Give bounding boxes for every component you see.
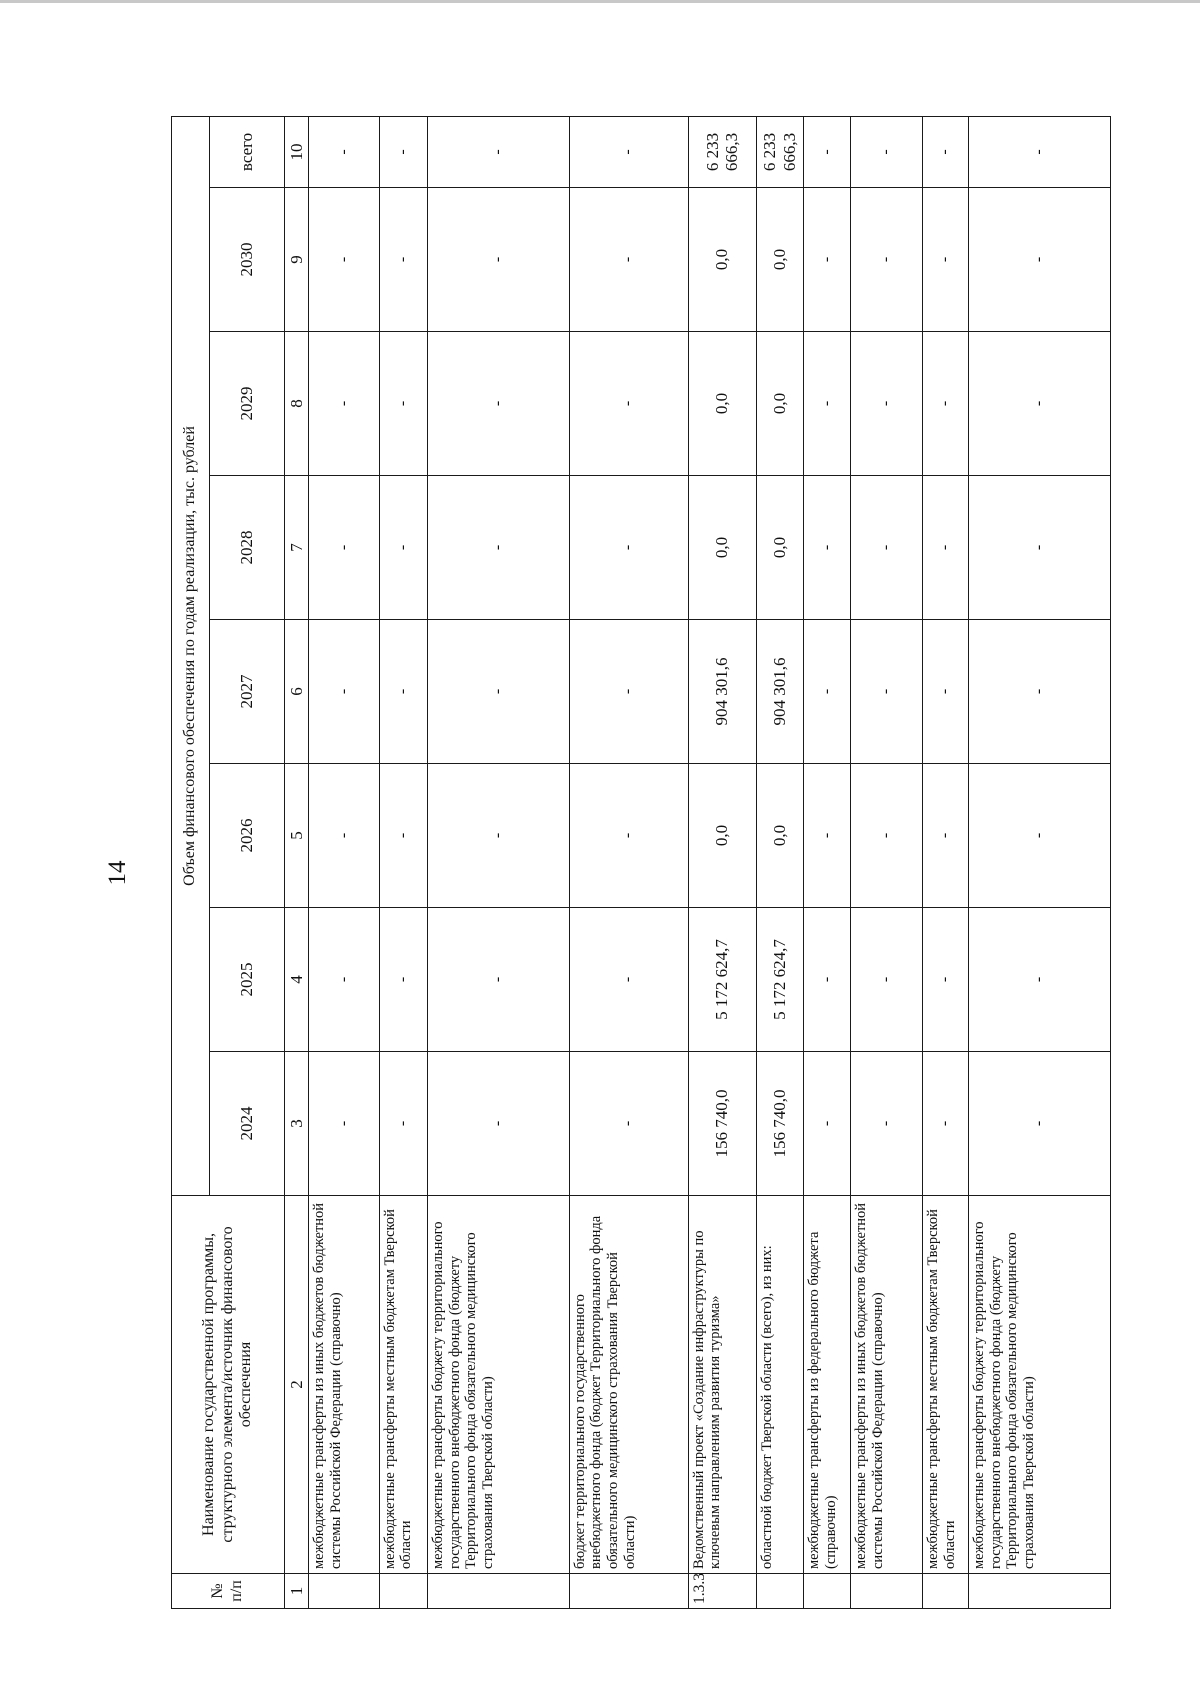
row-value: - (569, 476, 688, 620)
row-value: - (569, 620, 688, 764)
row-name: Ведомственный проект «Создание инфраструктуры по ключевым направлениям развития туризма» (688, 1196, 756, 1574)
row-value: - (851, 476, 922, 620)
row-value: 0,0 (688, 332, 756, 476)
row-value: - (922, 116, 968, 187)
row-value: 0,0 (756, 332, 803, 476)
row-value: - (379, 188, 427, 332)
row-value: - (309, 188, 379, 332)
row-value: 156 740,0 (756, 1052, 803, 1196)
row-value: - (804, 476, 851, 620)
row-value: - (379, 476, 427, 620)
row-value: - (851, 332, 922, 476)
header-year: 2030 (210, 188, 284, 332)
row-value: 0,0 (756, 476, 803, 620)
row-name: межбюджетные трансферты бюджету территориального государственного внебюджетного фонда (бюджету Территориального фонда обязательного медицинского страхования Тверской области) (428, 1196, 570, 1574)
header-group: Объем финансового обеспечения по годам реализации, тыс. рублей (172, 116, 210, 1195)
row-value: - (309, 1052, 379, 1196)
row-value: - (428, 1052, 570, 1196)
index-cell: 10 (284, 116, 309, 187)
table-row (851, 116, 922, 1608)
row-value: - (851, 188, 922, 332)
row-name: межбюджетные трансферты местным бюджетам Тверской области (922, 1196, 968, 1574)
row-number (379, 1574, 427, 1609)
row-value: - (804, 116, 851, 187)
index-cell: 9 (284, 188, 309, 332)
row-value: - (428, 764, 570, 908)
index-row (284, 116, 309, 1608)
row-value: - (969, 764, 1111, 908)
row-value: - (569, 764, 688, 908)
row-value: - (428, 908, 570, 1052)
row-name: бюджет территориального государственного внебюджетного фонда (бюджет Территориального фонда обязательного медицинского страхования Тверской области) (569, 1196, 688, 1574)
row-value: - (428, 332, 570, 476)
header-num: № п/п (172, 1574, 285, 1609)
row-value: - (804, 332, 851, 476)
table-row (688, 116, 756, 1608)
row-value: 904 301,6 (756, 620, 803, 764)
row-number (569, 1574, 688, 1609)
row-value: - (379, 332, 427, 476)
row-number (309, 1574, 379, 1609)
row-name: межбюджетные трансферты из иных бюджетов бюджетной системы Российской Федерации (справочно) (309, 1196, 379, 1574)
row-value: - (851, 908, 922, 1052)
row-value: 5 172 624,7 (688, 908, 756, 1052)
row-number (804, 1574, 851, 1609)
table-row (428, 116, 570, 1608)
row-value: - (851, 116, 922, 187)
row-value: - (569, 1052, 688, 1196)
row-value: - (569, 332, 688, 476)
row-value: - (969, 1052, 1111, 1196)
row-value: 6 233 666,3 (756, 116, 803, 187)
header-year-total: всего (210, 116, 284, 187)
row-value: - (851, 620, 922, 764)
row-number: 1.3.3 (688, 1574, 756, 1609)
index-cell: 2 (284, 1196, 309, 1574)
index-cell: 4 (284, 908, 309, 1052)
header-year: 2027 (210, 620, 284, 764)
table-row (922, 116, 968, 1608)
row-value: - (379, 1052, 427, 1196)
row-value: - (922, 620, 968, 764)
row-number (756, 1574, 803, 1609)
row-value: - (804, 620, 851, 764)
row-value: - (309, 908, 379, 1052)
row-value: - (379, 620, 427, 764)
row-value: 5 172 624,7 (756, 908, 803, 1052)
row-value: - (922, 332, 968, 476)
row-value: - (804, 188, 851, 332)
row-value: 0,0 (756, 764, 803, 908)
row-value: - (309, 116, 379, 187)
row-value: - (569, 908, 688, 1052)
table-row (569, 116, 688, 1608)
row-value: - (969, 116, 1111, 187)
row-number (922, 1574, 968, 1609)
row-name: межбюджетные трансферты из иных бюджетов бюджетной системы Российской Федерации (справочно) (851, 1196, 922, 1574)
row-value: - (569, 116, 688, 187)
row-value: - (309, 764, 379, 908)
header-year: 2029 (210, 332, 284, 476)
row-value: - (922, 908, 968, 1052)
row-value: - (922, 764, 968, 908)
scan-edge (0, 0, 1200, 3)
row-value: - (804, 908, 851, 1052)
row-value: 156 740,0 (688, 1052, 756, 1196)
row-value: - (851, 764, 922, 908)
header-name: Наименование государственной программы, структурного элемента/источник финансового обеспечения (172, 1196, 285, 1574)
row-value: 0,0 (756, 188, 803, 332)
table-row (309, 116, 379, 1608)
row-value: - (309, 332, 379, 476)
row-value: - (428, 476, 570, 620)
row-number (851, 1574, 922, 1609)
index-cell: 1 (284, 1574, 309, 1609)
row-value: - (379, 908, 427, 1052)
index-cell: 8 (284, 332, 309, 476)
row-value: - (804, 1052, 851, 1196)
row-value: - (804, 764, 851, 908)
table-row (804, 116, 851, 1608)
row-value: - (309, 476, 379, 620)
row-value: - (922, 188, 968, 332)
row-value: - (922, 1052, 968, 1196)
row-value: - (969, 188, 1111, 332)
table-wrapper (171, 117, 1111, 1609)
row-value: 0,0 (688, 188, 756, 332)
row-value: - (569, 188, 688, 332)
table-row (379, 116, 427, 1608)
index-cell: 3 (284, 1052, 309, 1196)
row-value: - (428, 620, 570, 764)
row-value: 0,0 (688, 764, 756, 908)
row-name: областной бюджет Тверской области (всего), из них: (756, 1196, 803, 1574)
row-value: 6 233 666,3 (688, 116, 756, 187)
row-number (428, 1574, 570, 1609)
row-name: межбюджетные трансферты из федерального бюджета (справочно) (804, 1196, 851, 1574)
row-value: - (428, 116, 570, 187)
header-year: 2025 (210, 908, 284, 1052)
header-year: 2024 (210, 1052, 284, 1196)
row-value: - (309, 620, 379, 764)
row-value: - (969, 908, 1111, 1052)
row-name: межбюджетные трансферты местным бюджетам Тверской области (379, 1196, 427, 1574)
header-year: 2028 (210, 476, 284, 620)
row-value: - (969, 476, 1111, 620)
row-value: 0,0 (688, 476, 756, 620)
row-value: - (379, 116, 427, 187)
row-value: - (969, 332, 1111, 476)
page-number: 14 (104, 860, 131, 886)
row-value: - (428, 188, 570, 332)
financing-table (171, 116, 1111, 1609)
row-value: - (922, 476, 968, 620)
row-value: 904 301,6 (688, 620, 756, 764)
index-cell: 5 (284, 764, 309, 908)
row-name: межбюджетные трансферты бюджету территориального государственного внебюджетного фонда (бюджету Территориального фонда обязательного медицинского страхования Тверской области) (969, 1196, 1111, 1574)
header-row-group (172, 116, 210, 1608)
index-cell: 6 (284, 620, 309, 764)
row-value: - (379, 764, 427, 908)
row-value: - (969, 620, 1111, 764)
header-year: 2026 (210, 764, 284, 908)
table-row (756, 116, 803, 1608)
table-row (969, 116, 1111, 1608)
row-number (969, 1574, 1111, 1609)
row-value: - (851, 1052, 922, 1196)
index-cell: 7 (284, 476, 309, 620)
